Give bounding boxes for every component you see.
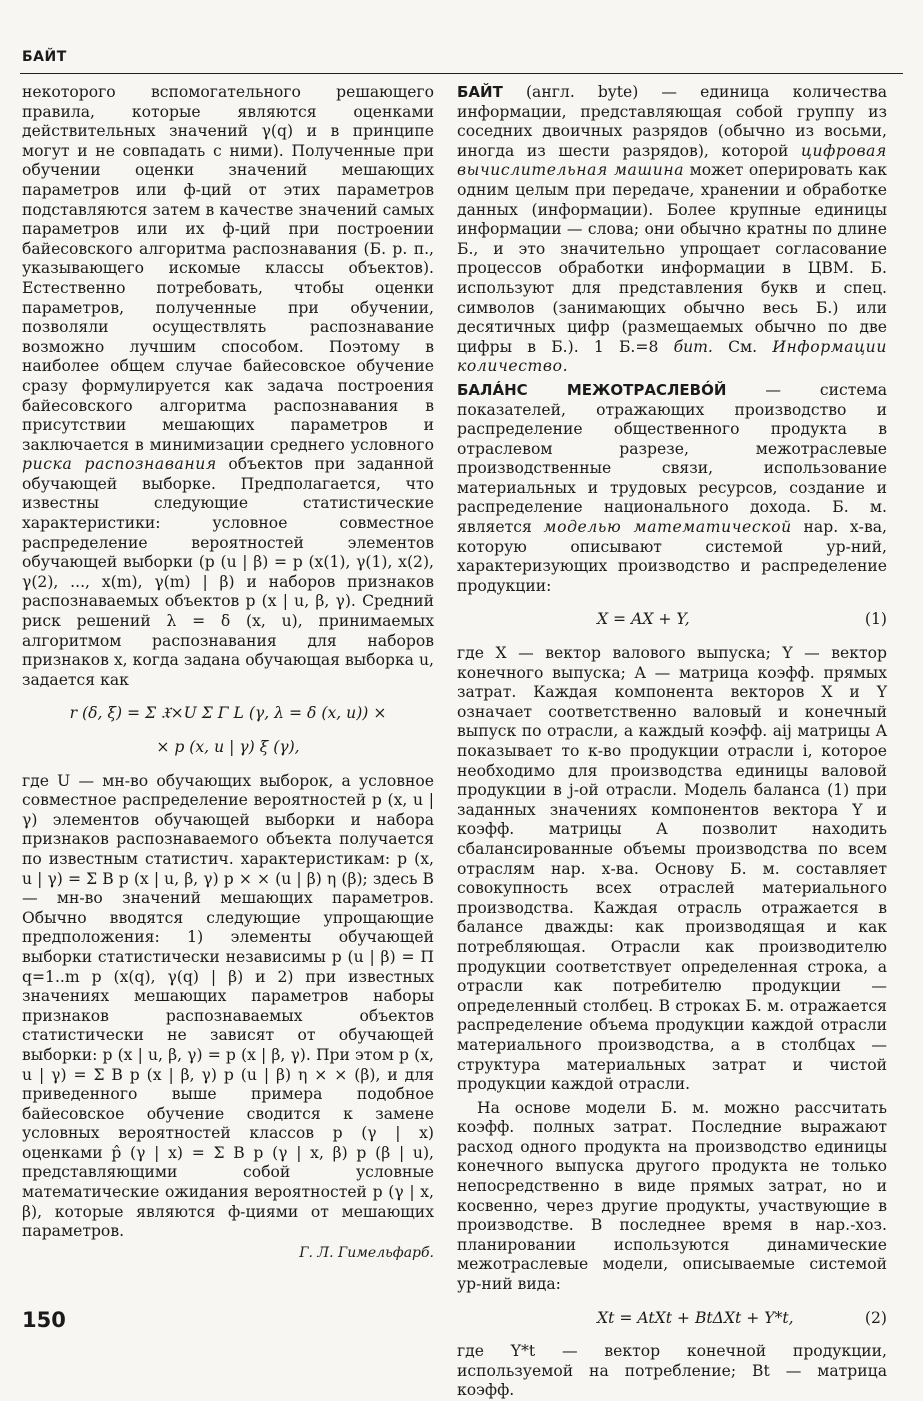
formula-risk-line2: × p (x, u | γ) ξ (γ), [156,738,300,756]
left-p1-text: некоторого вспомогательного решающего правила, которые являются оценками действительных значений γ(q) и в принципе могут и не совпадать с ними). Полученные при обучении оценки значений мешающих параметров или ф-ций от этих параметров подставляются затем в качестве значений самых параметров или их ф-ций при построении байесовского алгоритма распознавания (Б. р. п., указывающего искомые классы объектов). Естественно потребовать, чтобы оценки параметров, полученные при обучении, позволяли осуществлять распознавание возможно лучшим способом. Поэтому в наиболее общем случае байесовское обучение сразу формулируется как задача построения байесовского алгоритма распознавания в присутствии мешающих параметров и заключается в минимизации среднего условного [22,83,434,454]
right-paragraph-3: где X — вектор валового выпуска; Y — вектор конечного выпуска; A — матрица коэфф. прямых затрат. Каждая компонента векторов X и Y означает соответственно валовый и конечный выпуск по отрасли, а каждый коэфф. aij матрицы A показывает то к-во продукции отрасли i, которое необходимо для производства единицы валовой продукции в j-ой отрасли. Модель баланса (1) при заданных значениях компонентов вектора Y и коэфф. матрицы A позволит находить сбалансированные объемы производства по всем отраслям нар. х-ва. Основу Б. м. составляет совокупность всех отраслей материального производства. Каждая отрасль отражается в балансе дважды: как производящая и как потребляющая. Отрасли как производителю продукции соответствует определенная строка, а отрасли как потребителю продукции — определенный столбец. В строках Б. м. отражается распределение объема продукции каждой отрасли материального производства, а в столбцах — структура материальных затрат и чистой продукции каждой отрасли. [457,644,887,1094]
right-paragraph-5: где Y*t — вектор конечной продукции, используемой на потребление; Bt — матрица коэфф. [457,1342,887,1400]
left-paragraph-2: где U — мн-во обучающих выборок, а условное совместное распределение вероятностей p (x, u | γ) элементов обучающей выборки и набора признаков распознаваемого объекта получается по известным статистич. характеристикам: p (x, u | γ) = Σ B p (x | u, β, γ) p × × (u | β) η (β); здесь B — мн-во значений мешающих параметров. Обычно вводятся следующие упрощающие предположения: 1) элементы обучающей выборки статистически независимы p (u | β) = Π q=1..m p (x(q), γ(q) | β) и 2) при известных значениях мешающих параметров наборы признаков распознаваемых объектов статистически не зависят от обучающей выборки: p (x | u, β, γ) = p (x | β, γ). При этом p (x, u | γ) = Σ B p (x | β, γ) p (u | β) η × × (β), и для приведенного выше примера подобное байесовское обучение сводится к замене условных вероятностей классов p (γ | x) оценками p̂ (γ | x) = Σ B p (γ | x, β) p (β | u), представляющими собой условные математические ожидания вероятностей p (γ | x, β), которые являются ф-циями от мешающих параметров. [22,771,434,1241]
entry-balans [457,381,887,597]
page-number: 150 [22,1308,66,1332]
entry-bayt [457,83,887,377]
link-digital-computer[interactable]: цифровая вычислительная машина [457,141,887,180]
headword-balans: БАЛÁНС МЕЖОТРАСЛЕВÓЙ [457,380,727,399]
bayt-text: (англ. byte) — единица количества информации, представляющая собой группу из соседних двоичных разрядов (обычно из восьми, иногда из шести разрядов), которой [457,83,887,160]
right-column [457,83,887,1401]
balans-text-2: нар. х-ва, которую описывают системой ур-ний, характеризующих производство и распределение продукции: [457,518,887,595]
formula-risk-line1: r (δ, ξ) = Σ 𝔛×U Σ Γ L (γ, λ = δ (x, u)) × [69,704,387,723]
formula-1-body: X = AX + Y, [597,610,690,629]
link-information-quantity[interactable]: Информации количество. [457,337,887,376]
bayt-bit: бит. [673,337,713,356]
formula-1-number: (1) [864,610,887,629]
formula-2-number: (2) [864,1308,887,1327]
left-column [22,83,434,1263]
bayt-see: См. [728,337,758,356]
link-math-model[interactable]: моделью математической [543,518,792,537]
header-rule [20,73,903,74]
balans-text: — система показателей, отражающих производство и распределение общественного продукта в отраслевом разрезе, межотраслевые производственные связи, использование материальных и трудовых ресурсов, создание и распределение национального дохода. Б. м. является [457,380,887,537]
formula-2 [457,1309,887,1329]
left-paragraph-1 [22,83,434,690]
right-paragraph-4: На основе модели Б. м. можно рассчитать коэфф. полных затрат. Последние выражают расход одного продукта на производство единицы конечного выпуска другого продукта не только непосредственно в виде прямых затрат, но и косвенно, через другие продукты, участвующие в производстве. В последнее время в нар.-хоз. планировании используются динамические межотраслевые модели, описываемые системой ур-ний вида: [457,1098,887,1294]
bayt-text-2: может оперировать как одним целым при передаче, хранении и обработке данных (информации). Более крупные единицы информации — слова; они обычно кратны по длине Б., и это значительно упрощает согласование процессов обработки информации в ЦВМ. Б. используют для представления букв и спец. символов (занимающих обычно весь Б.) или десятичных цифр (размещаемых обычно по две цифры в Б.). 1 Б.=8 [457,161,887,356]
link-risk-recognition[interactable]: риска распознавания [22,455,217,474]
headword-bayt: БАЙТ [457,83,503,101]
author-signature: Г. Л. Гимельфарб. [299,1244,434,1261]
left-p1-cont: объектов при заданной обучающей выборке. Предполагается, что известны следующие статистические характеристики: условное совместное распределение вероятностей элементов обучающей выборки (p (u | β) = p (x(1), γ(1), x(2), γ(2), ..., x(m), γ(m) | β) и наборов признаков распознаваемых объектов p (x | u, β, γ). Средний риск решений λ = δ (x, u), принимаемых алгоритмом распознавания для наборов признаков x, когда задана обучающая выборка u, задается как [22,455,434,689]
running-head: БАЙТ [22,49,67,65]
formula-2-body: Xt = AtXt + BtΔXt + Y*t, [597,1308,794,1327]
formula-1 [457,610,887,630]
